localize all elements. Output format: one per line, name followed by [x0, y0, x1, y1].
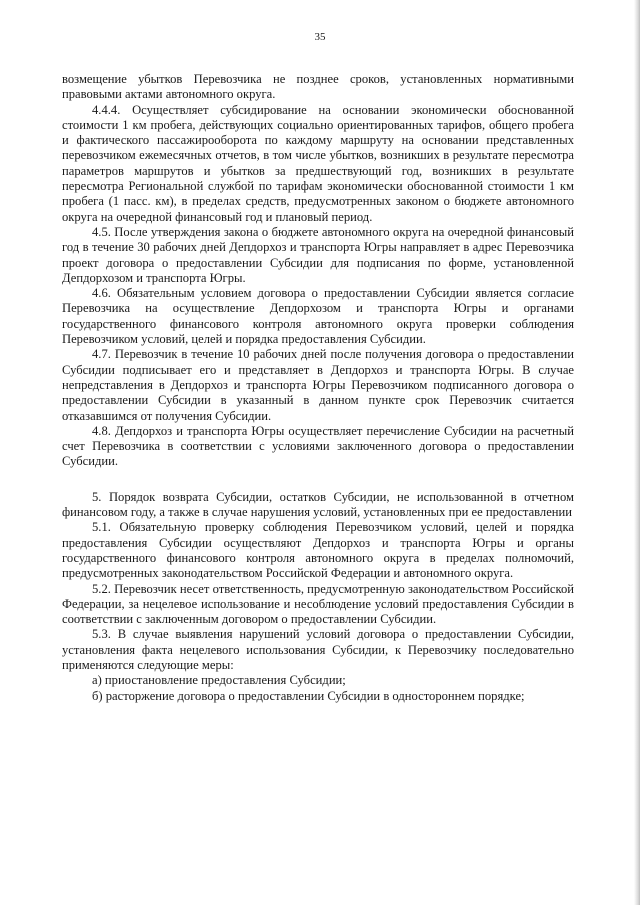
page-number: 35: [314, 31, 326, 43]
page-edge-shadow: [634, 0, 640, 905]
paragraph-5-1: 5.1. Обязательную проверку соблюдения Перевозчиком условий, целей и порядка предоставления Субсидии осуществляют Депдорхоз и транспорта Югры и органы государственного финансового контроля автономного округа в пределах полномочий, предусмотренных законодательством Российской Федерации и автономного округа.: [62, 520, 574, 581]
paragraph-4-7: 4.7. Перевозчик в течение 10 рабочих дней после получения договора о предоставлении Субсидии подписывает его и представляет в Депдорхоз и транспорта Югры. В случае непредставления в Депдорхоз и транспорта Югры Перевозчиком подписанного договора о предоставлении Субсидии в указанный в данном пункте срок Перевозчик считается отказавшимся от получения Субсидии.: [62, 347, 574, 423]
list-item-a: а) приостановление предоставления Субсидии;: [92, 673, 346, 688]
paragraph-4-8: 4.8. Депдорхоз и транспорта Югры осуществляет перечисление Субсидии на расчетный счет Перевозчика в соответствии с условиями заключенного договора о предоставлении Субсидии.: [62, 423, 574, 469]
paragraph-5-2: 5.2. Перевозчик несет ответственность, предусмотренную законодательством Российской Федерации, за нецелевое использование и несоблюдение условий предоставления Субсидии в соответствии с заключенным договором о предоставлении Субсидии.: [62, 581, 574, 627]
paragraph-4-4-4: 4.4.4. Осуществляет субсидирование на основании экономически обоснованной стоимости 1 км пробега, действующих социально ориентированных тарифов, общего пробега и фактического пассажирооборота по каждому маршруту на основании представленных перевозчиком ежемесячных отчетов, в том числе убытков, возникших в результате пересмотра параметров маршрутов и убытков за предшествующий год, возникших в результате пересмотра Региональной службой по тарифам экономически обоснованной стоимости 1 км пробега (1 пасс. км), в пределах средств, предусмотренных законом о бюджете автономного округа на очередной финансовый год и плановый период.: [62, 102, 574, 224]
paragraph-5-3: 5.3. В случае выявления нарушений условий договора о предоставлении Субсидии, установления факта нецелевого использования Субсидии, к Перевозчику последовательно применяются следующие меры:: [62, 627, 574, 672]
section-gap: [62, 470, 574, 490]
paragraph-4-6: 4.6. Обязательным условием договора о предоставлении Субсидии является согласие Перевозчика на осуществление Депдорхозом и транспорта Югры и органами государственного финансового контроля автономного округа проверки соблюдения Перевозчиком условий, целей и порядка предоставления Субсидии.: [62, 286, 574, 347]
section-5-heading: 5. Порядок возврата Субсидии, остатков Субсидии, не использованной в отчетном финансовом году, а также в случае нарушения условий, установленных при ее предоставлении: [62, 489, 574, 520]
paragraph-continuation: возмещение убытков Перевозчика не позднее сроков, установленных нормативными правовыми актами автономного округа.: [62, 72, 574, 102]
list-item-b: б) расторжение договора о предоставлении Субсидии в одностороннем порядке;: [92, 688, 525, 703]
document-body: [62, 72, 574, 704]
paragraph-4-5: 4.5. После утверждения закона о бюджете автономного округа на очередной финансовый год в течение 30 рабочих дней Депдорхоз и транспорта Югры направляет в адрес Перевозчика проект договора о предоставлении Субсидии для подписания по форме, установленной Депдорхозом и транспорта Югры.: [62, 224, 574, 285]
